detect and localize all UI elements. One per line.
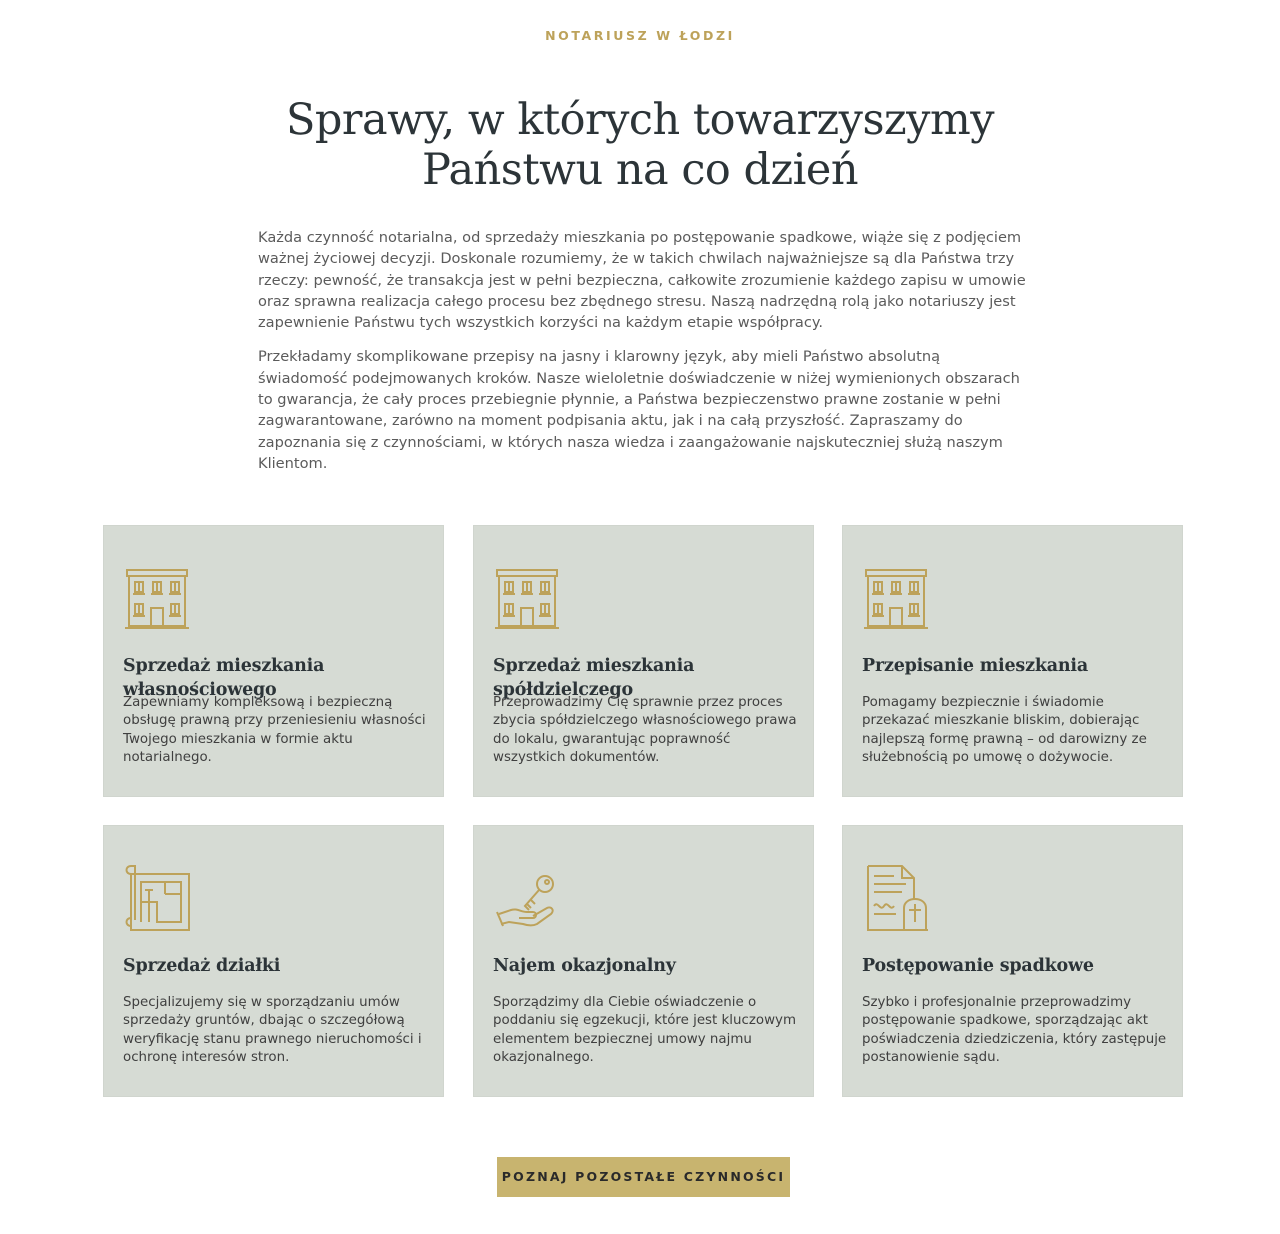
intro-text bbox=[258, 227, 1028, 487]
title-line-1: Sprawy, w których towarzyszymy bbox=[285, 95, 995, 145]
service-card-sprzedaz-spoldzielczego[interactable] bbox=[473, 525, 814, 797]
document-tombstone-icon bbox=[862, 862, 930, 932]
building-icon bbox=[493, 562, 561, 632]
hand-key-icon bbox=[493, 862, 561, 932]
building-icon bbox=[862, 562, 930, 632]
service-card-sprzedaz-wlasnosciowego[interactable] bbox=[103, 525, 444, 797]
card-text: Przeprowadzimy Cię sprawnie przez proces zbycia spółdzielczego własnościowego prawa do lokalu, gwarantując poprawność wszystkich dokumentów. bbox=[493, 695, 797, 765]
section-title bbox=[0, 95, 1280, 195]
service-card-sprzedaz-dzialki[interactable] bbox=[103, 825, 444, 1097]
title-line-2: Państwu na co dzień bbox=[421, 145, 859, 195]
intro-paragraph-1: Każda czynność notarialna, od sprzedaży mieszkania po postępowanie spadkowe, wiąże się z podjęciem ważnej życiowej decyzji. Doskonale rozumiemy, że w takich chwilach najważniejsze są dla Państwa trzy rzeczy: pewność, że transakcja jest w pełni bezpieczna, całkowite zrozumienie każdego zapisu w umowie oraz sprawna realizacja całego procesu bez zbędnego stresu. Naszą nadrzędną rolą jako notariuszy jest zapewnienie Państwu tych wszystkich korzyści na każdym etapie współpracy. bbox=[258, 229, 1026, 332]
card-text: Zapewniamy kompleksową i bezpieczną obsługę prawną przy przeniesieniu własności Twojego mieszkania w formie aktu notarialnego. bbox=[123, 695, 426, 765]
card-text: Pomagamy bezpiecznie i świadomie przekazać mieszkanie bliskim, dobierając najlepszą formę prawną – od darowizny ze służebnością po umowę o dożywocie. bbox=[862, 695, 1147, 765]
card-title: Sprzedaż działki bbox=[123, 956, 281, 976]
section-eyebrow: NOTARIUSZ W ŁODZI bbox=[545, 28, 735, 43]
card-title: Najem okazjonalny bbox=[493, 956, 676, 976]
card-text: Sporządzimy dla Ciebie oświadczenie o poddaniu się egzekucji, które jest kluczowym elementem bezpiecznej umowy najmu okazjonalnego. bbox=[493, 995, 797, 1065]
card-title: Sprzedaż mieszkania własnościowego bbox=[123, 656, 325, 700]
card-text: Szybko i profesjonalnie przeprowadzimy postępowanie spadkowe, sporządzając akt poświadczenia dziedziczenia, który zastępuje postanowienie sądu. bbox=[862, 995, 1167, 1065]
intro-paragraph-2: Przekładamy skomplikowane przepisy na jasny i klarowny język, aby mieli Państwo absolutną świadomość podejmowanych kroków. Nasze wieloletnie doświadczenie w niżej wymienionych obszarach to gwarancja, że cały proces przebiegnie płynnie, a Państwa bezpieczenstwo prawne zostanie w pełni zagwarantowane, zarówno na moment podpisania aktu, jak i na całą przyszłość. Zapraszamy do zapoznania się z czynnościami, w których nasza wiedza i zaangażowanie najskuteczniej służą naszym Klientom. bbox=[258, 348, 1020, 472]
blueprint-icon bbox=[123, 862, 191, 932]
card-title: Przepisanie mieszkania bbox=[862, 656, 1088, 676]
service-card-przepisanie-mieszkania[interactable] bbox=[842, 525, 1183, 797]
card-text: Specjalizujemy się w sporządzaniu umów sprzedaży gruntów, dbając o szczegółową weryfikację stanu prawnego nieruchomości i ochronę interesów stron. bbox=[123, 995, 422, 1065]
more-services-button[interactable]: POZNAJ POZOSTAŁE CZYNNOŚCI bbox=[497, 1157, 790, 1197]
card-title: Postępowanie spadkowe bbox=[862, 956, 1094, 976]
service-card-najem-okazjonalny[interactable] bbox=[473, 825, 814, 1097]
building-icon bbox=[123, 562, 191, 632]
card-title: Sprzedaż mieszkania spółdzielczego bbox=[493, 656, 695, 700]
service-card-postepowanie-spadkowe[interactable] bbox=[842, 825, 1183, 1097]
